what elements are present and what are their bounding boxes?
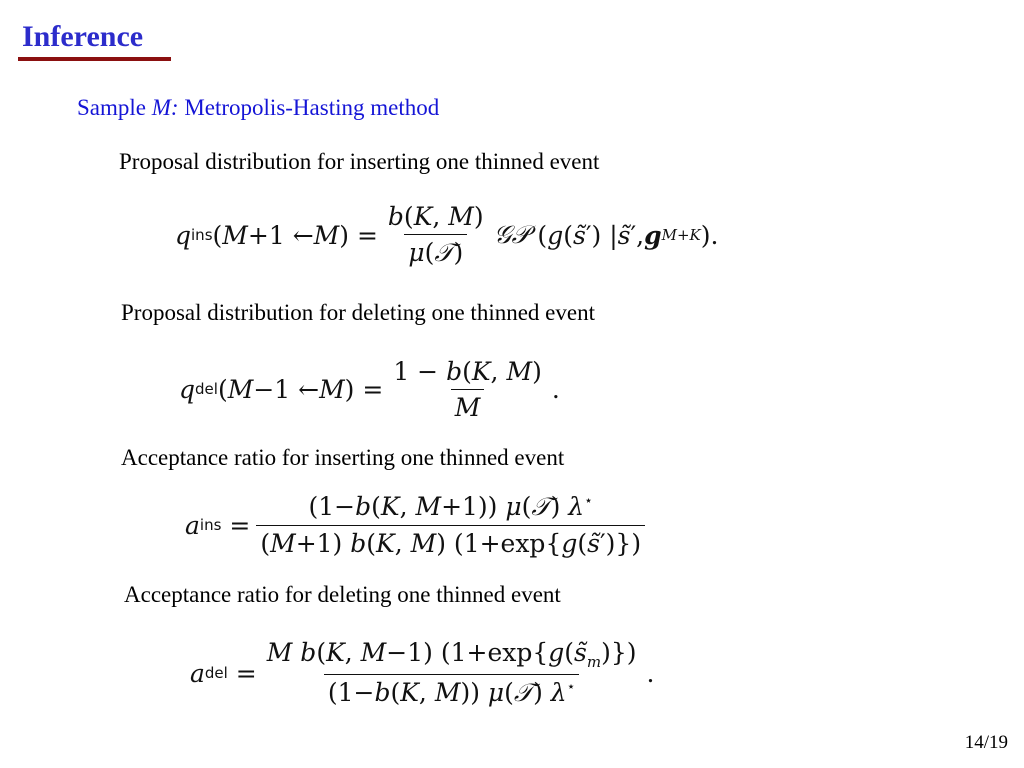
section-lead-delete-proposal: Proposal distribution for deleting one thinned event <box>121 300 595 325</box>
section-lead-insert-acceptance: Acceptance ratio for inserting one thinned event <box>121 445 565 470</box>
slide-subtitle <box>77 92 439 124</box>
subtitle-variable: M: <box>151 95 179 120</box>
equation-q-ins: q ins ( M +1 ← M ) = $\frac{b(K, M)}{\text{μ(𝒯)}}$ 𝒢𝒫 ( g ( s̃ ′) | s̃ ′, g M+K ). <box>175 202 719 267</box>
equation-q-del: q del ( M −1 ← M ) = $\frac{1 - b(K, M)}{M}$ . <box>179 356 560 422</box>
title-underline <box>18 57 171 61</box>
subtitle-method: Metropolis-Hasting method <box>178 95 440 120</box>
subtitle-prefix: Sample <box>77 95 152 120</box>
equation-a-ins: a ins = $\frac{(1-b(K, M+1)) \mu(𝒯) \lambda^⋆}{(M+1) b(K, M) (1+\exp\{g(s̃')\})}$ <box>185 490 651 560</box>
page-number: 14/19 <box>964 732 1008 753</box>
slide-title: Inference <box>22 20 144 53</box>
section-lead-delete-acceptance: Acceptance ratio for deleting one thinned event <box>124 582 561 607</box>
section-lead-insert-proposal: Proposal distribution for inserting one thinned event <box>119 149 600 174</box>
equation-a-del: a del = $\frac{M b(K, M-1) (1+\exp\{g(s̃_m)\})}{(1-b(K, M)) \mu(𝒯) \lambda^⋆}$ . <box>190 638 655 707</box>
